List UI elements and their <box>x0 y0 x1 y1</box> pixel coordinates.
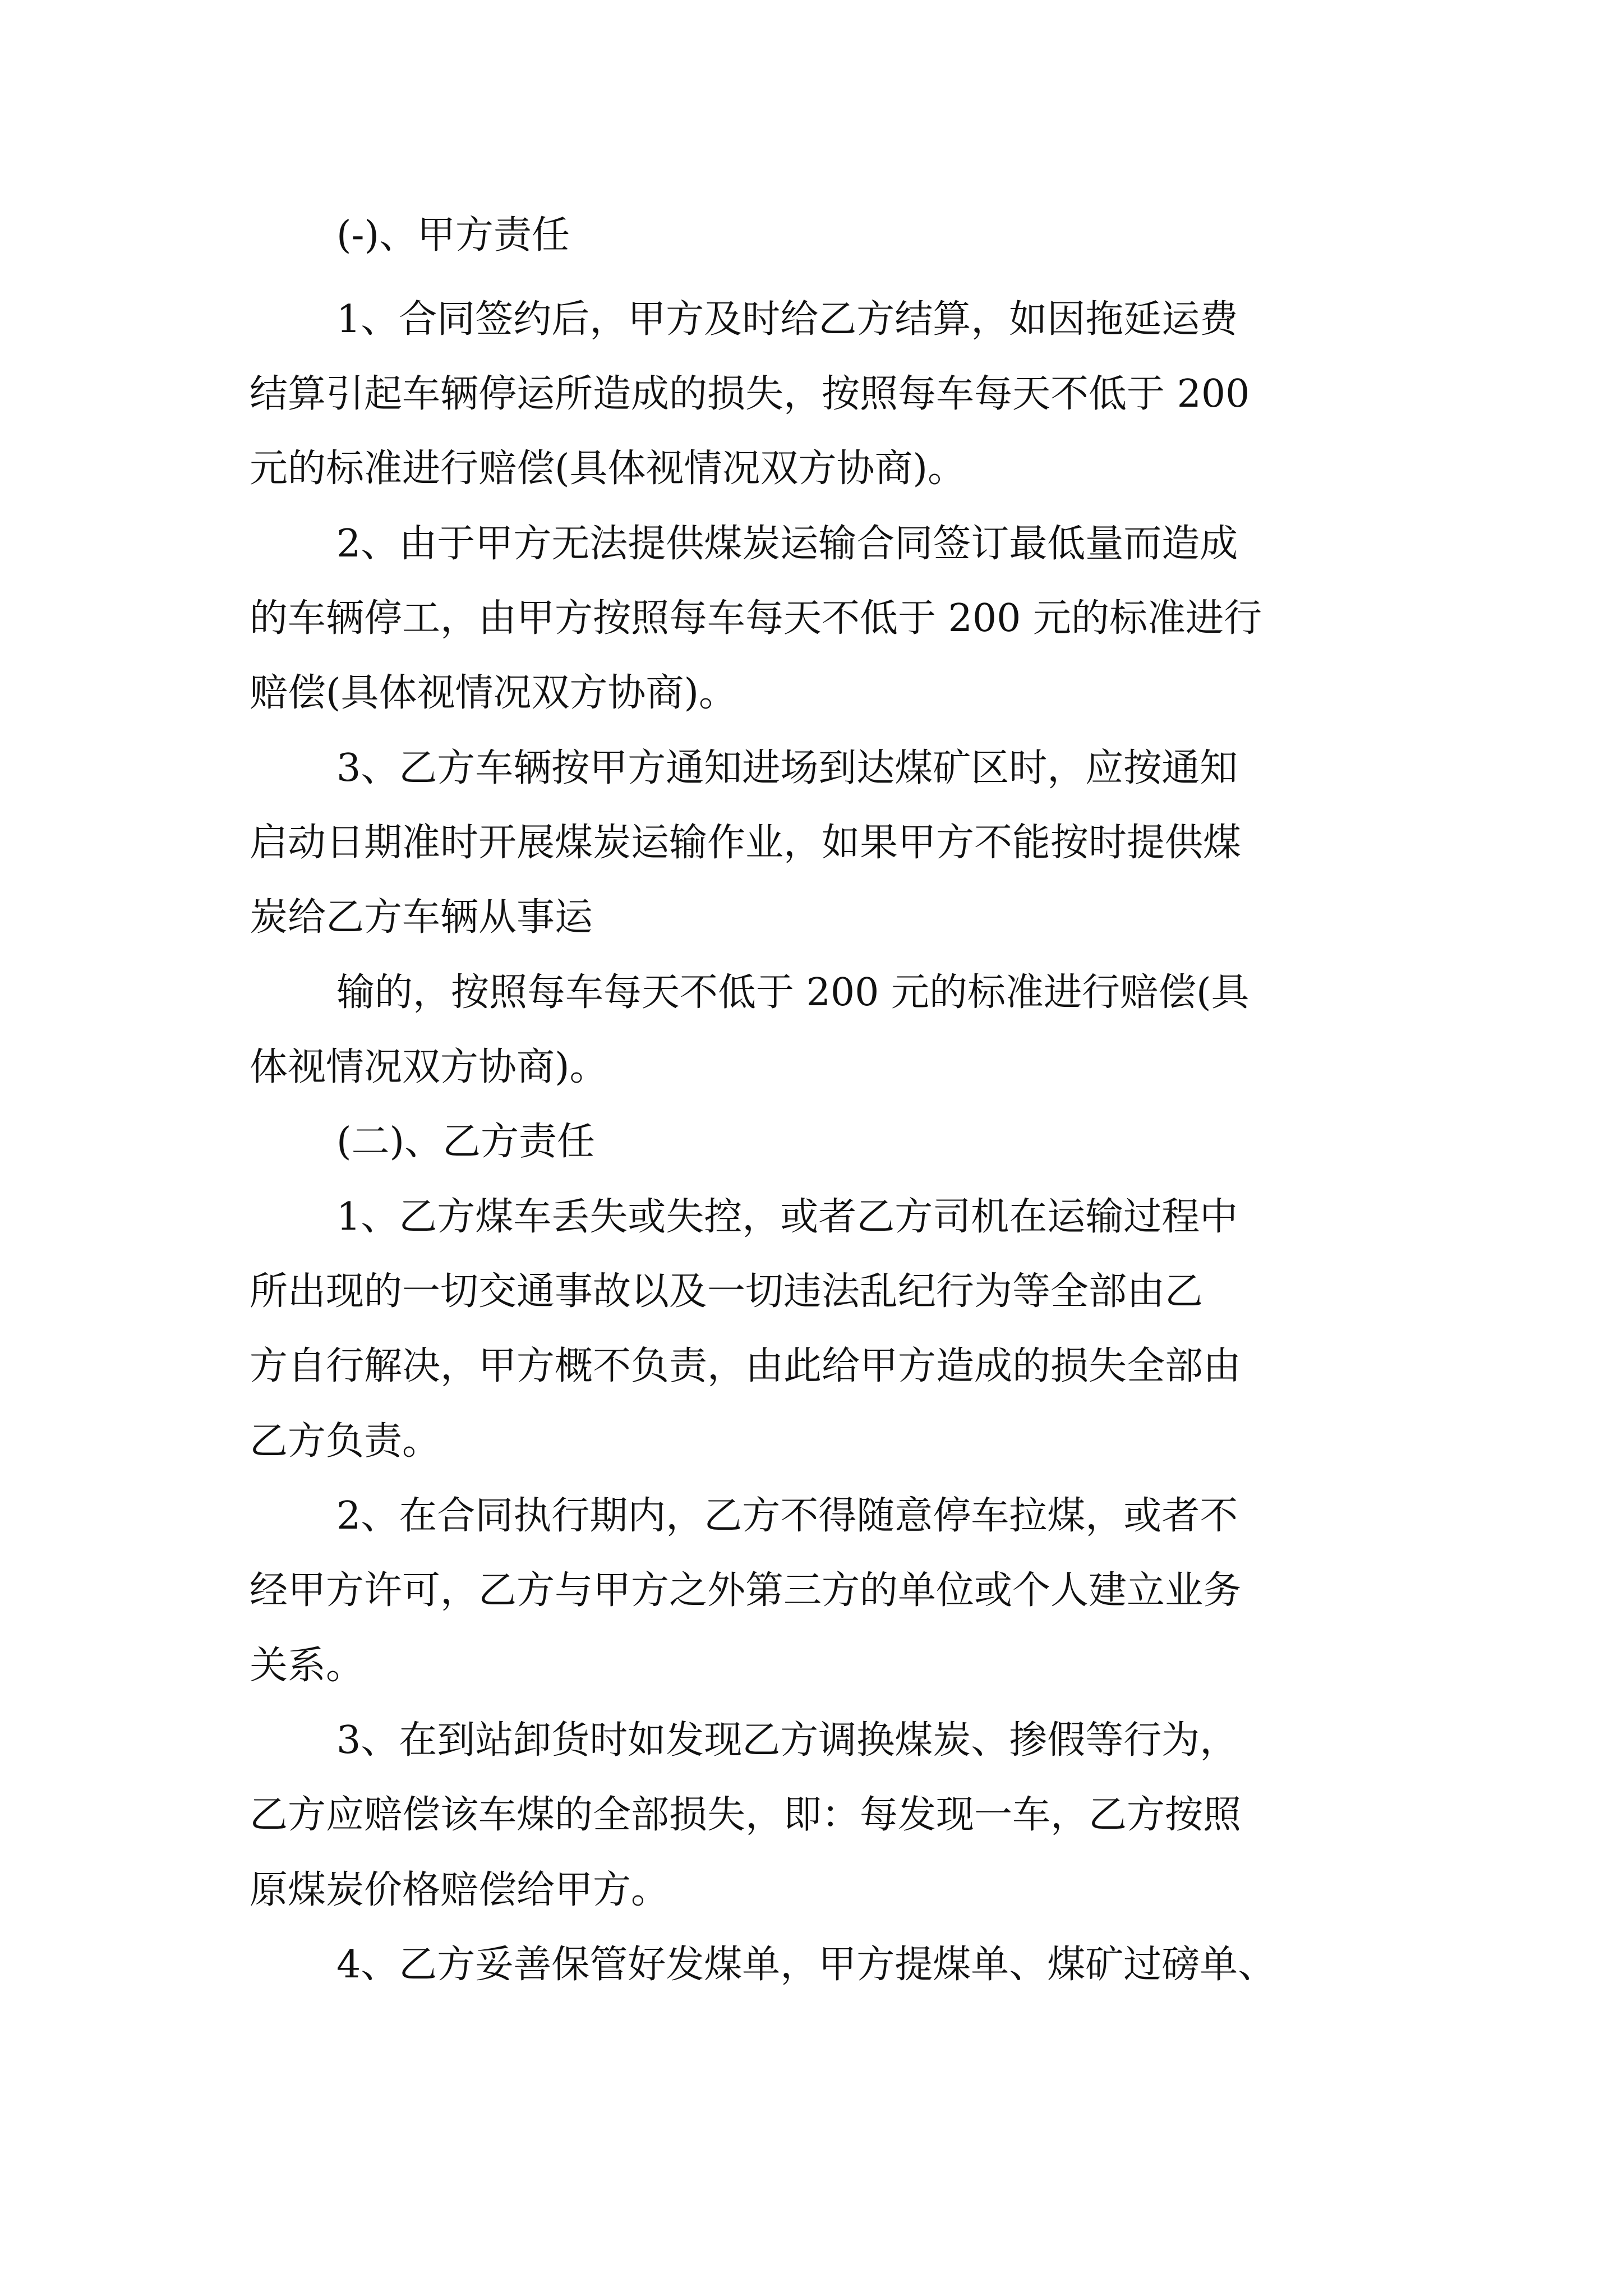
text-line: 2、由于甲方无法提供煤炭运输合同签订最低量而造成 <box>336 522 1238 566</box>
text-line: 方自行解决，甲方概不负责，由此给甲方造成的损失全部由 <box>250 1344 1242 1388</box>
text-line: 体视情况双方协商)。 <box>250 1045 608 1089</box>
section-heading-party-a: (-)、甲方责任 <box>336 213 570 257</box>
text-line: 赔偿(具体视情况双方协商)。 <box>250 671 737 715</box>
text-line: 1、乙方煤车丢失或失控，或者乙方司机在运输过程中 <box>336 1195 1238 1239</box>
text-line: 3、在到站卸货时如发现乙方调换煤炭、掺假等行为， <box>336 1718 1238 1763</box>
text-line: 乙方应赔偿该车煤的全部损失，即：每发现一车，乙方按照 <box>250 1793 1242 1837</box>
text-line: 启动日期准时开展煤炭运输作业，如果甲方不能按时提供煤 <box>250 821 1242 865</box>
text-line: 的车辆停工，由甲方按照每车每天不低于 200 元的标准进行 <box>250 596 1262 641</box>
text-line: 所出现的一切交通事故以及一切违法乱纪行为等全部由乙 <box>250 1269 1204 1314</box>
text-line: 1、合同签约后，甲方及时给乙方结算，如因拖延运费 <box>336 297 1238 342</box>
text-line: 乙方负责。 <box>250 1419 441 1464</box>
section-heading-party-b: (二)、乙方责任 <box>336 1120 596 1164</box>
text-line: 元的标准进行赔偿(具体视情况双方协商)。 <box>250 447 966 491</box>
text-line: 2、在合同执行期内，乙方不得随意停车拉煤，或者不 <box>336 1494 1238 1538</box>
text-line: 经甲方许可，乙方与甲方之外第三方的单位或个人建立业务 <box>250 1568 1242 1613</box>
text-line: 原煤炭价格赔偿给甲方。 <box>250 1868 670 1912</box>
text-line: 结算引起车辆停运所造成的损失，按照每车每天不低于 200 <box>250 372 1250 416</box>
text-line: 3、乙方车辆按甲方通知进场到达煤矿区时，应按通知 <box>336 746 1238 790</box>
text-line: 输的，按照每车每天不低于 200 元的标准进行赔偿(具 <box>336 970 1249 1015</box>
text-line: 炭给乙方车辆从事运 <box>250 895 593 940</box>
text-line: 关系。 <box>250 1644 365 1688</box>
text-line: 4、乙方妥善保管好发煤单，甲方提煤单、煤矿过磅单、 <box>336 1943 1276 1987</box>
